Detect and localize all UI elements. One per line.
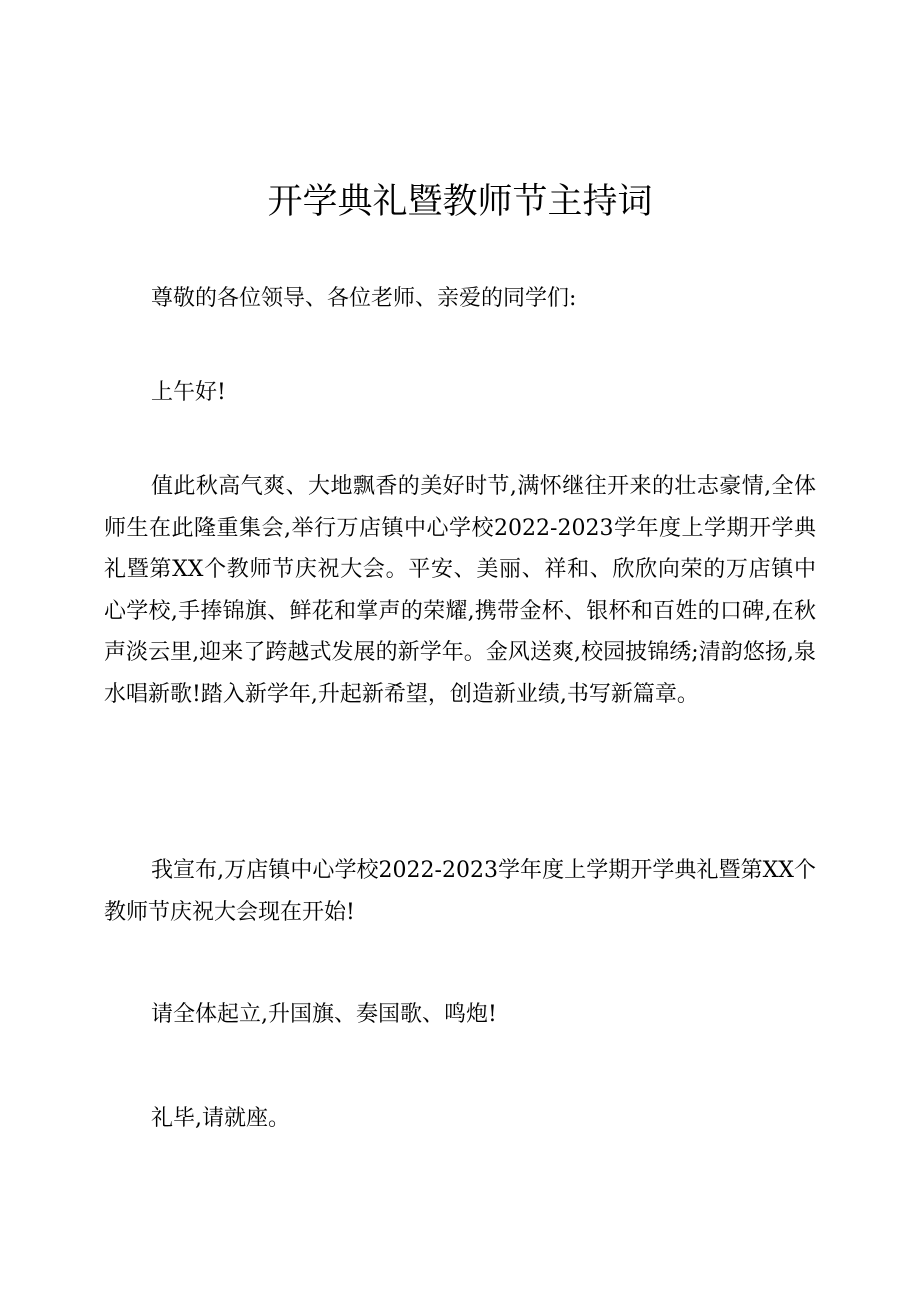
announcement-paragraph: 我宣布,万店镇中心学校2022-2023学年度上学期开学典礼暨第XX个教师节庆祝大会现在开始! (104, 858, 816, 925)
greeting-paragraph: 尊敬的各位领导、各位老师、亲爱的同学们: (151, 286, 577, 311)
be-seated-paragraph: 礼毕,请就座。 (151, 1106, 290, 1131)
morning-greeting-paragraph: 上午好! (151, 380, 226, 405)
document-title: 开学典礼暨教师节主持词 (267, 182, 653, 222)
opening-remarks-paragraph: 值此秋高气爽、大地飘香的美好时节,满怀继往开来的壮志豪情,全体师生在此隆重集会,举行万店镇中心学校2022-2023学年度上学期开学典礼暨第XX个教师节庆祝大会。平安、美丽、祥和、欣欣向荣的万店镇中心学校,手捧锦旗、鲜花和掌声的荣耀,携带金杯、银杯和百姓的口碑,在秋声淡云里,迎来了跨越式发展的新学年。金风送爽,校园披锦绣;清韵悠扬,泉水唱新歌!踏入新学年,升起新希望，创造新业绩,书写新篇章。 (104, 474, 816, 707)
flag-ceremony-paragraph: 请全体起立,升国旗、奏国歌、鸣炮! (151, 1002, 497, 1027)
